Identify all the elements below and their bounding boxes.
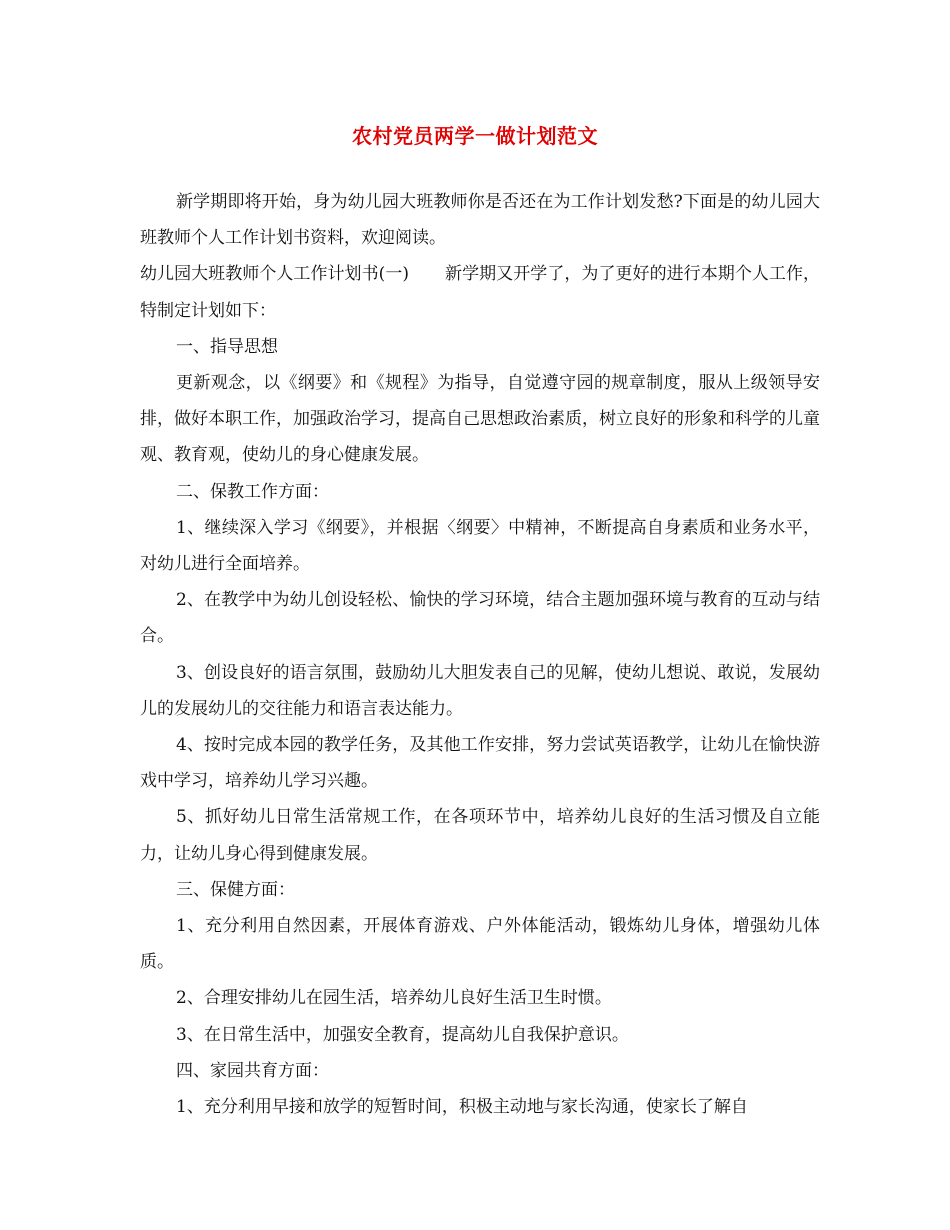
plan-heading-paragraph xyxy=(140,256,820,328)
section-heading: 三、保健方面： xyxy=(176,879,295,900)
section-heading: 二、保教工作方面： xyxy=(176,481,329,502)
list-item: 1、充分利用早接和放学的短暂时间，积极主动地与家长沟通，使家长了解自 xyxy=(176,1097,748,1118)
intro-paragraph: 新学期即将开始，身为幼儿园大班教师你是否还在为工作计划发愁?下面是的幼儿园大班教师个人工作计划书资料，欢迎阅读。 xyxy=(140,192,820,249)
document-title: 农村党员两学一做计划范文 xyxy=(352,124,598,148)
document-body xyxy=(140,184,820,1125)
list-item: 1、充分利用自然因素，开展体育游戏、户外体能活动，锻炼幼儿身体，增强幼儿体质。 xyxy=(140,916,820,973)
list-item: 5、抓好幼儿日常生活常规工作，在各项环节中，培养幼儿良好的生活习惯及自立能力，让幼儿身心得到健康发展。 xyxy=(140,807,820,864)
list-item: 2、合理安排幼儿在园生活，培养幼儿良好生活卫生时惯。 xyxy=(176,988,612,1009)
plan-heading: 幼儿园大班教师个人工作计划书(一) xyxy=(140,264,409,285)
list-item: 3、在日常生活中，加强安全教育，提高幼儿自我保护意识。 xyxy=(176,1024,629,1045)
list-item: 2、在教学中为幼儿创设轻松、愉快的学习环境，结合主题加强环境与教育的互动与结合。 xyxy=(140,590,820,647)
section-heading: 一、指导思想 xyxy=(176,336,278,357)
list-item: 1、继续深入学习《纲要》，并根据〈纲要〉中精神，不断提高自身素质和业务水平，对幼儿进行全面培养。 xyxy=(140,517,820,575)
list-item: 4、按时完成本园的教学任务，及其他工作安排，努力尝试英语教学，让幼儿在愉快游戏中学习，培养幼儿学习兴趣。 xyxy=(140,735,820,792)
section-heading: 四、家园共育方面： xyxy=(176,1060,329,1081)
section-paragraph: 更新观念，以《纲要》和《规程》为指导，自觉遵守园的规章制度，服从上级领导安排，做好本职工作，加强政治学习，提高自己思想政治素质，树立良好的形象和科学的儿童观、教育观，使幼儿的身心健康发展。 xyxy=(140,373,820,466)
list-item: 3、创设良好的语言氛围，鼓励幼儿大胆发表自己的见解，使幼儿想说、敢说，发展幼儿的发展幼儿的交往能力和语言表达能力。 xyxy=(140,662,820,719)
plan-intro: 新学期又开学了，为了更好的进行本期个人工作，特制定计划如下： xyxy=(140,264,821,321)
